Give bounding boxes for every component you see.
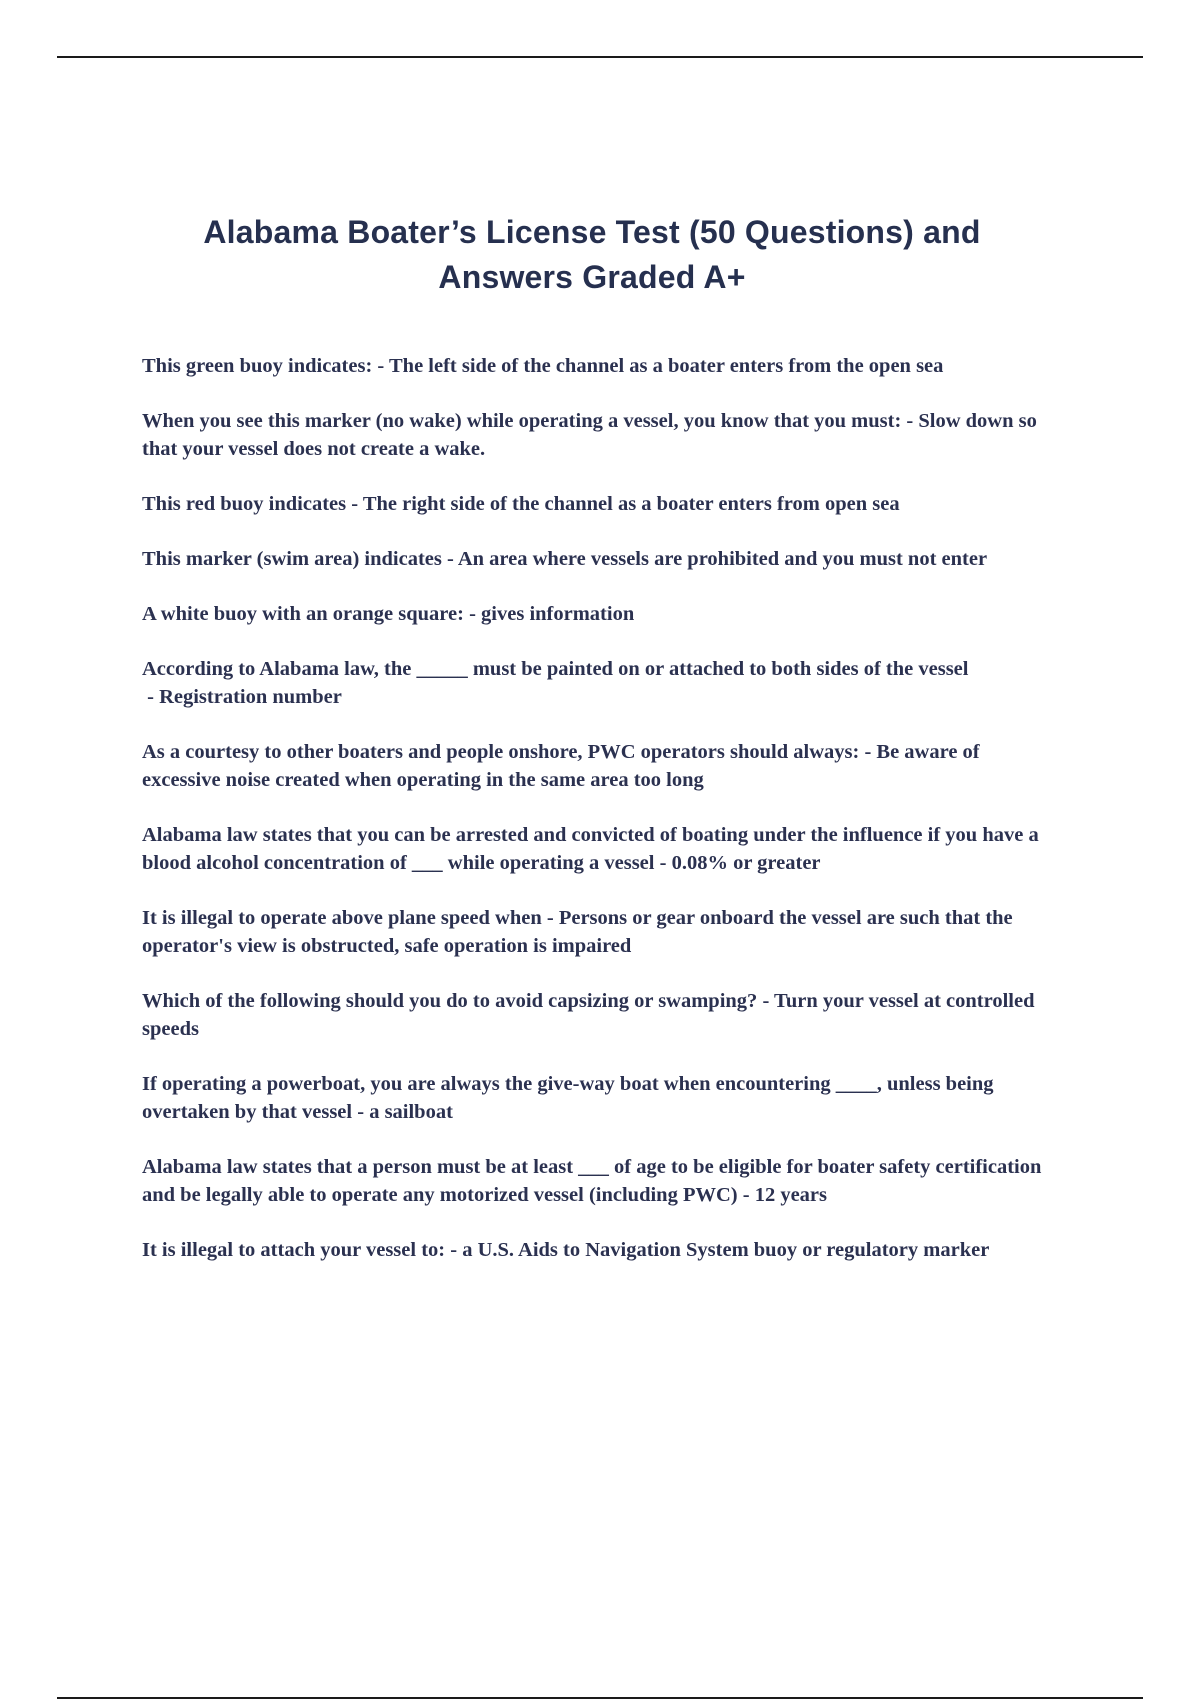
question-text: As a courtesy to other boaters and people onshore, PWC operators should always: <box>142 741 860 763</box>
document-title: Alabama Boater’s License Test (50 Questions) and Answers Graded A+ <box>203 214 981 295</box>
answer-text: Persons or gear onboard the vessel are such that the operator's view is obstructed, safe operation is impaired <box>142 907 1013 957</box>
qa-item: If operating a powerboat, you are always the give-way boat when encountering ____, unless being overtaken by that vessel - a sailboat <box>142 1073 994 1123</box>
qa-item: This red buoy indicates - The right side of the channel as a boater enters from open sea <box>142 493 900 515</box>
qa-item: It is illegal to attach your vessel to: - a U.S. Aids to Navigation System buoy or regulatory marker <box>142 1239 990 1261</box>
qa-item: According to Alabama law, the _____ must be painted on or attached to both sides of the vessel - Registration number <box>142 658 969 708</box>
answer-text: a U.S. Aids to Navigation System buoy or regulatory marker <box>462 1239 990 1261</box>
question-text: Alabama law states that a person must be at least ___ of age to be eligible for boater safety certification and be legally able to operate any motorized vessel (including PWC) <box>142 1156 1042 1206</box>
answer-text: gives information <box>481 603 635 625</box>
answer-text: Registration number <box>159 686 342 708</box>
question-text: It is illegal to operate above plane speed when <box>142 907 542 929</box>
question-text: It is illegal to attach your vessel to: <box>142 1239 446 1261</box>
answer-text: Slow down so that your vessel does not create a wake. <box>142 410 1037 460</box>
question-text: According to Alabama law, the _____ must be painted on or attached to both sides of the vessel <box>142 658 969 680</box>
question-text: Which of the following should you do to avoid capsizing or swamping? <box>142 990 758 1012</box>
answer-text: 0.08% or greater <box>671 852 821 874</box>
qa-item: Which of the following should you do to avoid capsizing or swamping? - Turn your vessel at controlled speeds <box>142 990 1035 1040</box>
question-text: Alabama law states that you can be arrested and convicted of boating under the influence if you have a blood alcohol concentration of ___ while operating a vessel <box>142 824 1039 874</box>
qa-item: It is illegal to operate above plane speed when - Persons or gear onboard the vessel are such that the operator's view is obstructed, safe operation is impaired <box>142 907 1013 957</box>
qa-item: Alabama law states that you can be arrested and convicted of boating under the influence if you have a blood alcohol concentration of ___ while operating a vessel - 0.08% or greater <box>142 824 1039 874</box>
document-page <box>142 210 1042 1291</box>
question-text: This red buoy indicates <box>142 493 347 515</box>
answer-text: Turn your vessel at controlled speeds <box>142 990 1035 1040</box>
bottom-rule <box>57 1697 1143 1699</box>
answer-text: An area where vessels are prohibited and you must not enter <box>457 548 988 570</box>
qa-list <box>142 352 1042 1264</box>
answer-text: 12 years <box>754 1184 827 1206</box>
question-text: This marker (swim area) indicates <box>142 548 442 570</box>
question-text: If operating a powerboat, you are always the give-way boat when encountering ____, unless being overtaken by that vessel <box>142 1073 994 1123</box>
qa-item: Alabama law states that a person must be at least ___ of age to be eligible for boater safety certification and be legally able to operate any motorized vessel (including PWC) - 12 years <box>142 1156 1042 1206</box>
qa-item: As a courtesy to other boaters and people onshore, PWC operators should always: - Be aware of excessive noise created when operating in the same area too long <box>142 741 980 791</box>
answer-text: Be aware of excessive noise created when operating in the same area too long <box>142 741 980 791</box>
answer-text: a sailboat <box>369 1101 453 1123</box>
qa-item: This green buoy indicates: - The left side of the channel as a boater enters from the open sea <box>142 355 944 377</box>
question-text: This green buoy indicates: <box>142 355 373 377</box>
qa-item: This marker (swim area) indicates - An area where vessels are prohibited and you must not enter <box>142 548 988 570</box>
qa-item: When you see this marker (no wake) while operating a vessel, you know that you must: - Slow down so that your vessel does not create a wake. <box>142 410 1037 460</box>
qa-item: A white buoy with an orange square: - gives information <box>142 603 635 625</box>
question-text: A white buoy with an orange square: <box>142 603 464 625</box>
question-text: When you see this marker (no wake) while operating a vessel, you know that you must: <box>142 410 902 432</box>
answer-text: The left side of the channel as a boater enters from the open sea <box>389 355 944 377</box>
answer-text: The right side of the channel as a boater enters from open sea <box>362 493 900 515</box>
top-rule <box>57 56 1143 58</box>
